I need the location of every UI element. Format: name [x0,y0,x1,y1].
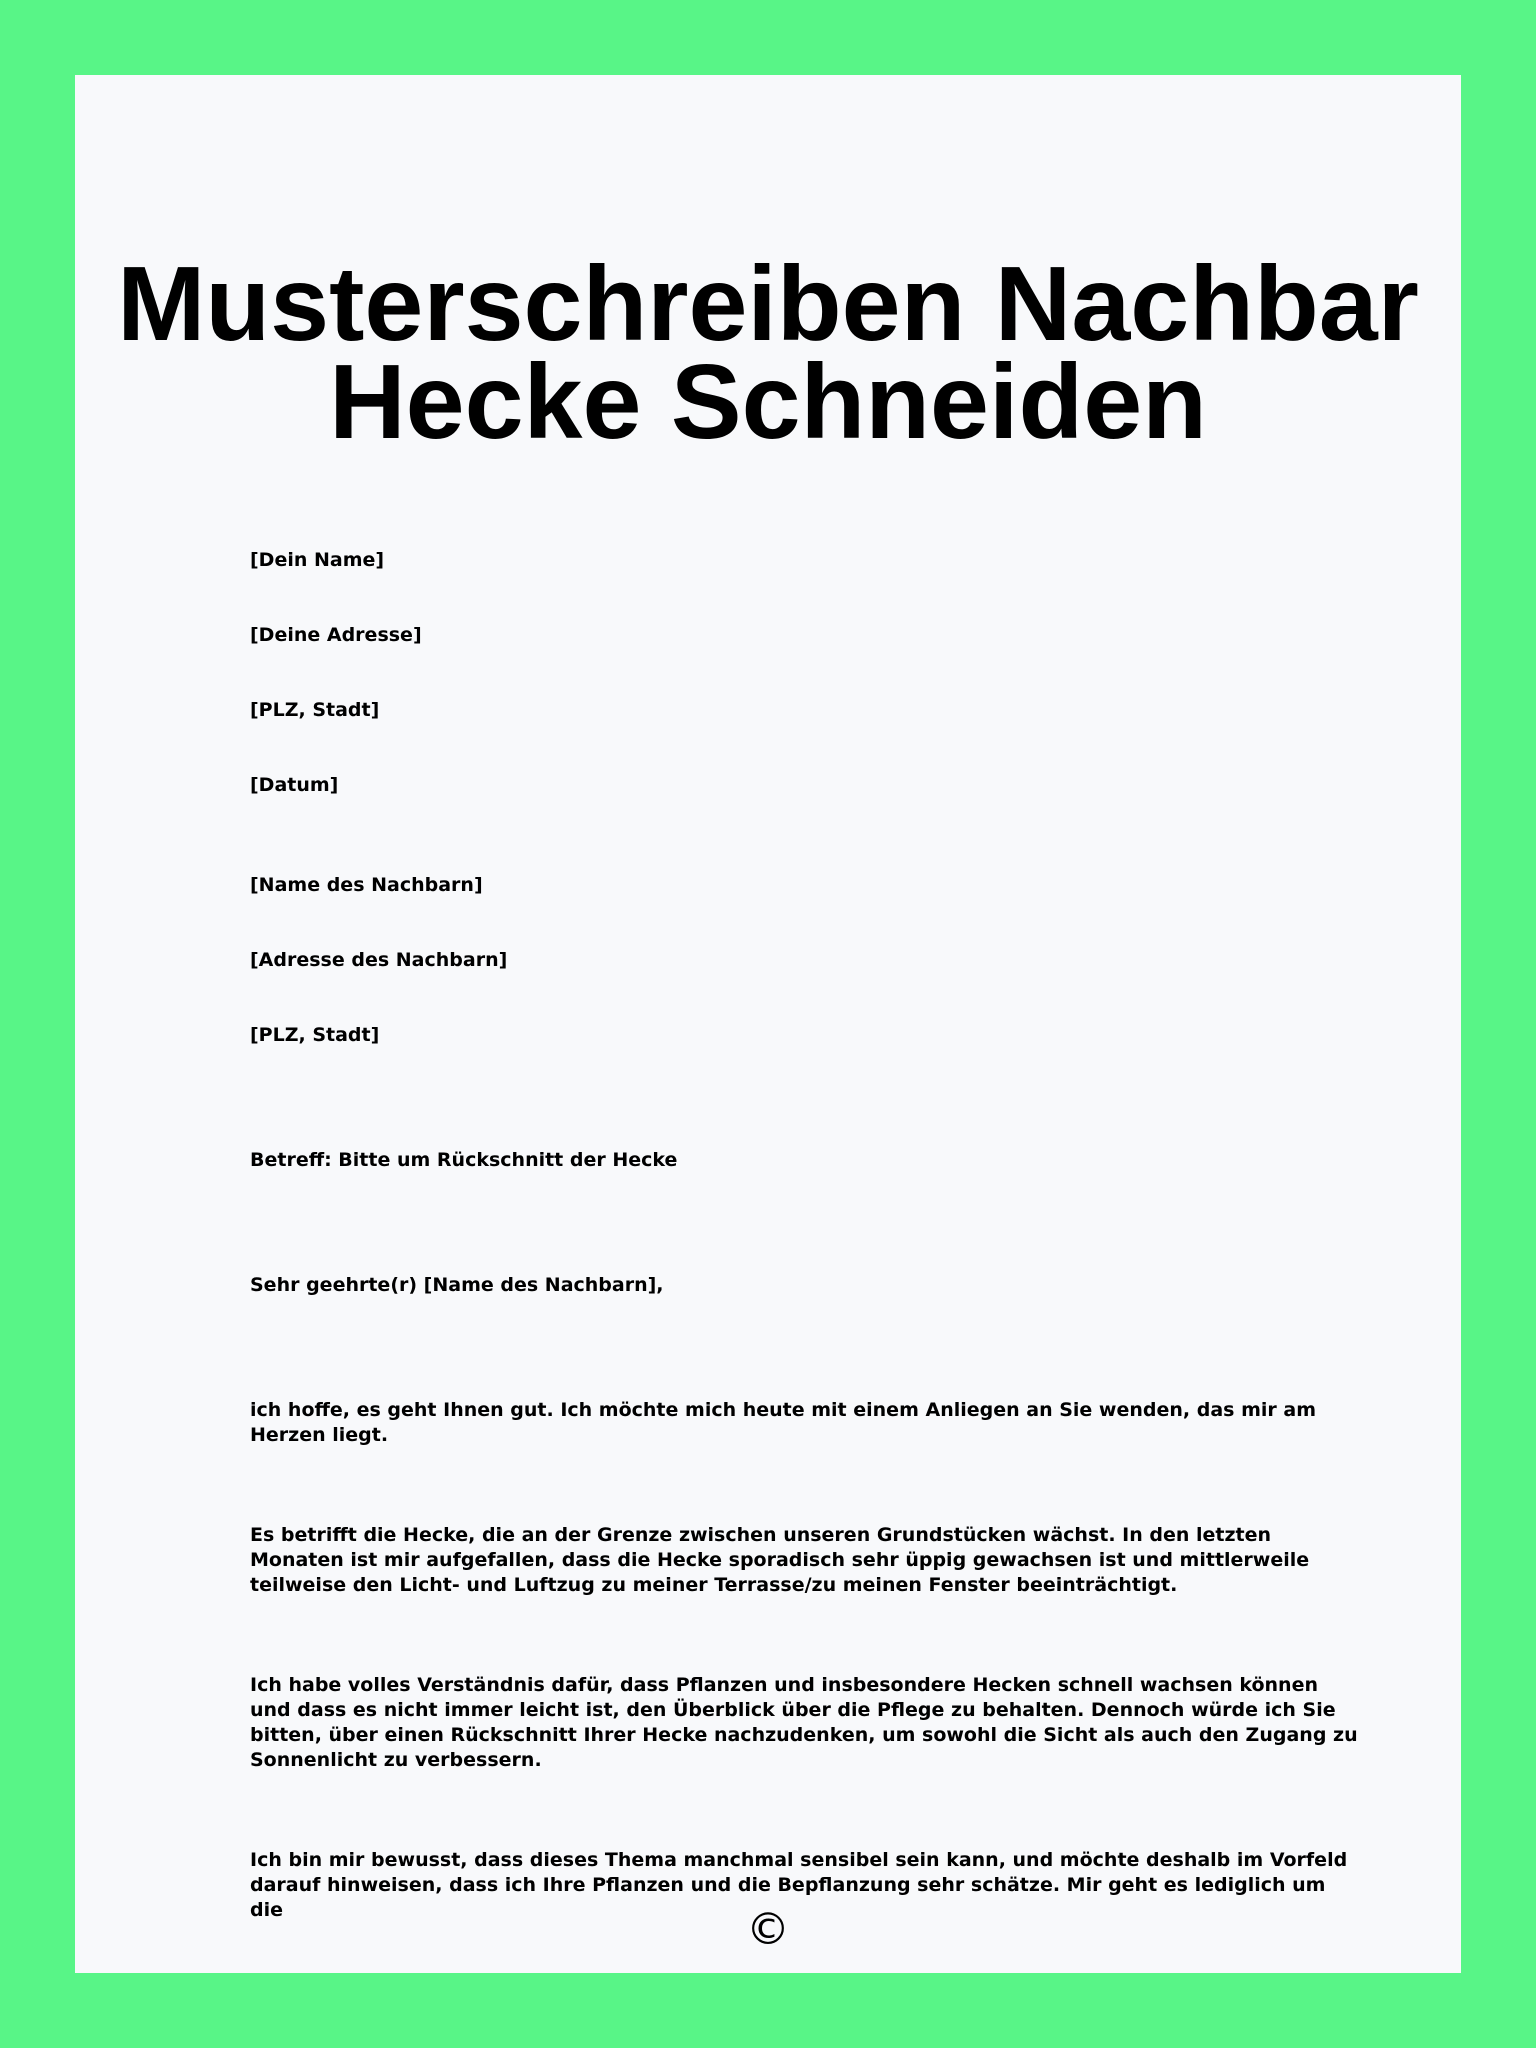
letter-paragraph: ich hoffe, es geht Ihnen gut. Ich möchte mich heute mit einem Anliegen an Sie wenden, das mir am Herzen liegt. [250,1399,1316,1446]
document-title [75,245,1461,461]
sender-address: [Deine Adresse] [250,624,422,646]
title-line-2: Hecke Schneiden [329,343,1207,461]
recipient-city: [PLZ, Stadt] [250,1024,380,1046]
letter-salutation: Sehr geehrte(r) [Name des Nachbarn], [250,1274,664,1296]
copyright-icon: © [746,1904,790,1955]
title-line-1: Musterschreiben Nachbar [117,245,1419,363]
letter-subject: Betreff: Bitte um Rückschnitt der Hecke [250,1149,678,1171]
sender-city: [PLZ, Stadt] [250,699,380,721]
letter-paragraph: Ich bin mir bewusst, dass dieses Thema manchmal sensibel sein kann, und möchte deshalb im Vorfeld darauf hinweisen, dass ich Ihre Pflanzen und die Bepflanzung sehr schätze. Mir geht es lediglich um die [250,1849,1348,1921]
letter-paragraph: Ich habe volles Verständnis dafür, dass Pflanzen und insbesondere Hecken schnell wachsen können und dass es nicht immer leicht ist, den Überblick über die Pflege zu behalten. Dennoch würde ich Sie bitten, über einen Rückschnitt Ihrer Hecke nachzudenken, um sowohl die Sicht als auch den Zugang zu Sonnenlicht zu verbessern. [250,1674,1358,1771]
letter-date: [Datum] [250,774,339,796]
recipient-address: [Adresse des Nachbarn] [250,949,508,971]
document-page [75,75,1461,1973]
letter-body [250,548,1360,1921]
sender-name: [Dein Name] [250,549,385,571]
recipient-name: [Name des Nachbarn] [250,874,483,896]
letter-paragraph: Es betrifft die Hecke, die an der Grenze zwischen unseren Grundstücken wächst. In den letzten Monaten ist mir aufgefallen, dass die Hecke sporadisch sehr üppig gewachsen ist und mittlerweile teilweise den Licht- und Luftzug zu meiner Terrasse/zu meinen Fenster beeinträchtigt. [250,1524,1310,1596]
